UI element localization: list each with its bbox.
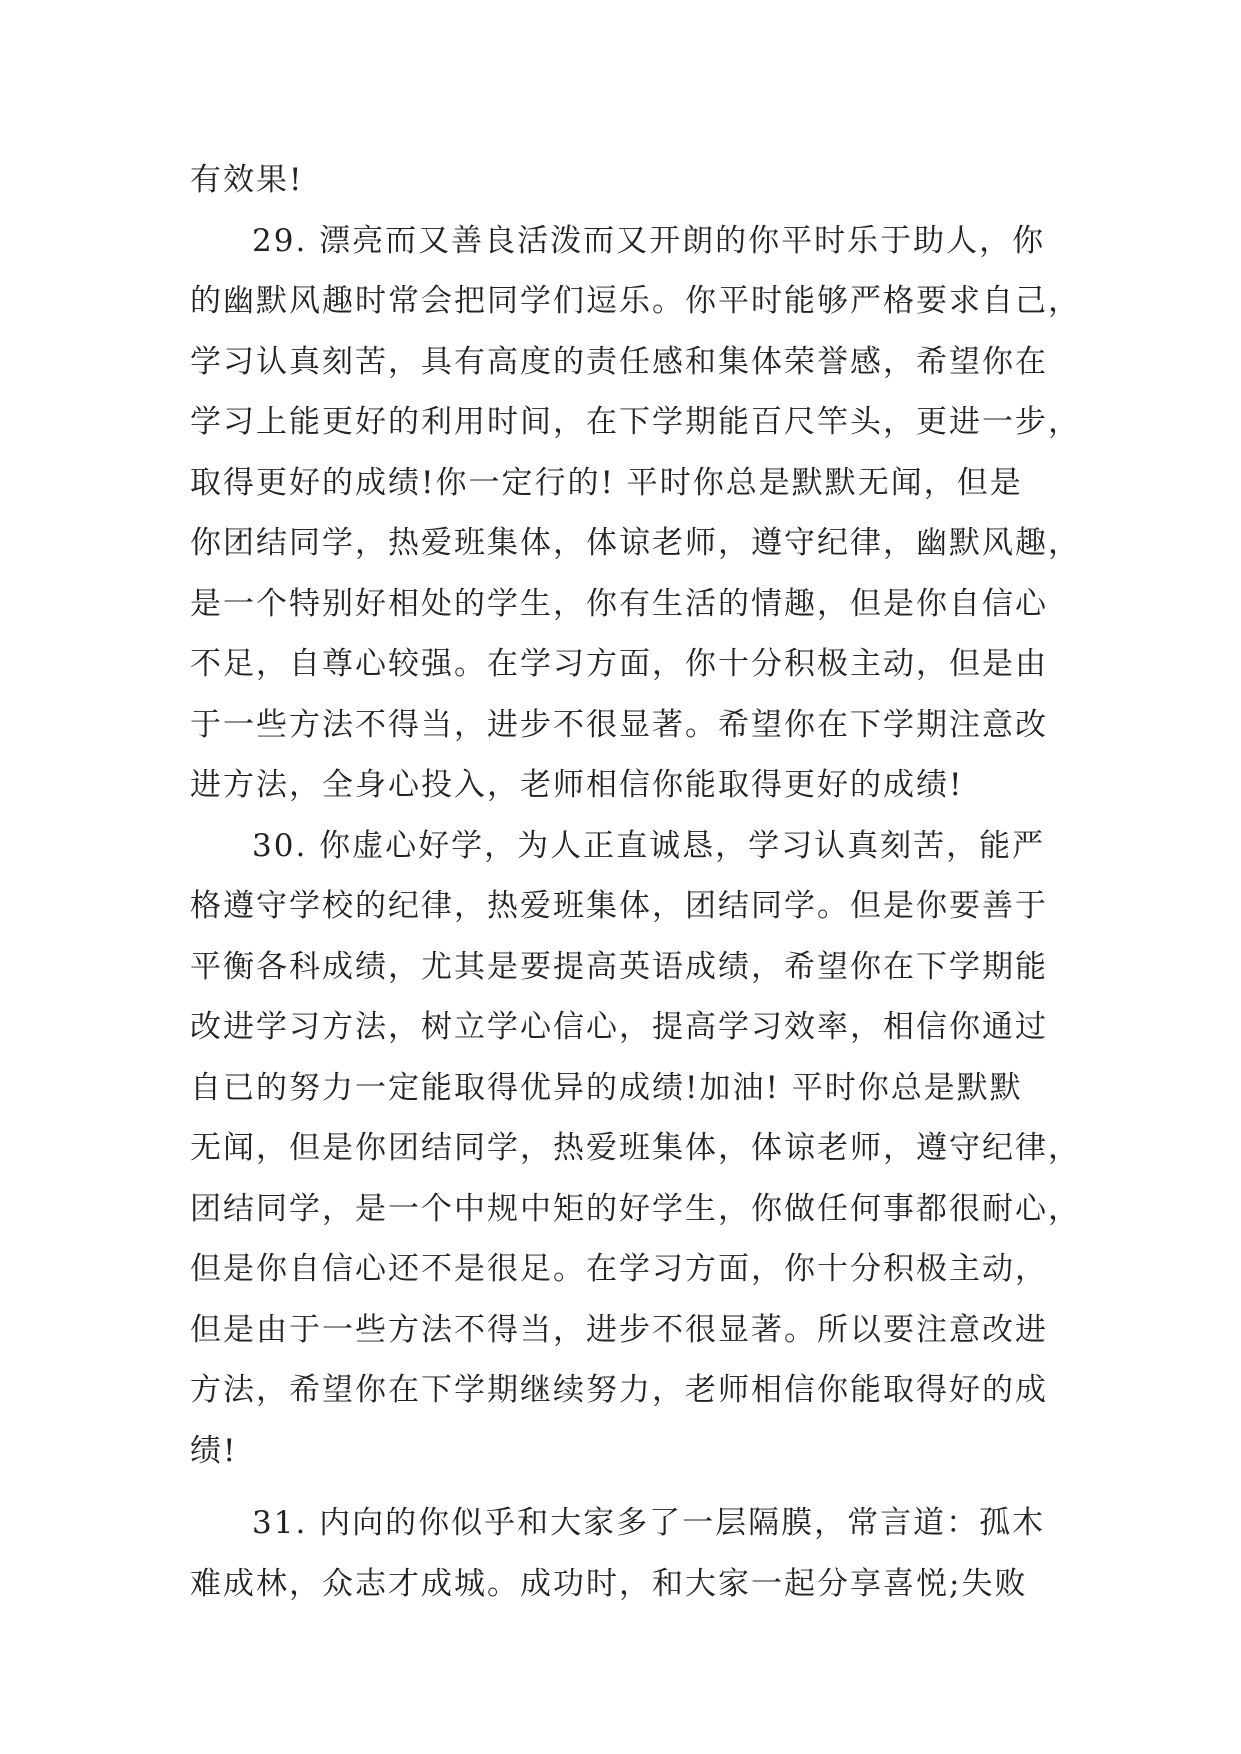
text-line: 团结同学，是一个中规中矩的好学生，你做任何事都很耐心， bbox=[190, 1190, 1081, 1227]
text-line: 进方法，全身心投入，老师相信你能取得更好的成绩! bbox=[190, 767, 964, 803]
text-line: 但是你自信心还不是很足。在学习方面，你十分积极主动， bbox=[190, 1251, 1048, 1287]
text-line: 自已的努力一定能取得优异的成绩!加油! 平时你总是默默 bbox=[190, 1069, 1023, 1106]
text-line: 学习上能更好的利用时间，在下学期能百尺竿头，更进一步， bbox=[190, 404, 1081, 440]
text-line: 于一些方法不得当，进步不很显著。希望你在下学期注意改 bbox=[190, 706, 1048, 743]
text-line: 平衡各科成绩，尤其是要提高英语成绩，希望你在下学期能 bbox=[190, 948, 1048, 985]
text-line: 取得更好的成绩!你一定行的! 平时你总是默默无闻，但是 bbox=[190, 464, 1023, 501]
document-body bbox=[190, 150, 1081, 1614]
text-line: 是一个特别好相处的学生，你有生活的情趣，但是你自信心 bbox=[190, 585, 1048, 622]
text-line: 绩! bbox=[190, 1432, 238, 1469]
paragraph-29-start: 29. 漂亮而又善良活泼而又开朗的你平时乐于助人，你 bbox=[252, 222, 1046, 259]
text-line: 难成林，众志才成城。成功时，和大家一起分享喜悦;失败 bbox=[190, 1565, 1028, 1602]
text-line: 有效果! bbox=[190, 162, 304, 198]
text-line: 不足，自尊心较强。在学习方面，你十分积极主动，但是由 bbox=[190, 646, 1048, 682]
text-line: 的幽默风趣时常会把同学们逗乐。你平时能够严格要求自己， bbox=[190, 283, 1081, 319]
text-line: 无闻，但是你团结同学，热爱班集体，体谅老师，遵守纪律， bbox=[190, 1130, 1081, 1166]
text-line: 学习认真刻苦，具有高度的责任感和集体荣誉感，希望你在 bbox=[190, 343, 1048, 380]
text-line: 你团结同学，热爱班集体，体谅老师，遵守纪律，幽默风趣， bbox=[190, 525, 1081, 561]
text-line: 格遵守学校的纪律，热爱班集体，团结同学。但是你要善于 bbox=[190, 888, 1048, 924]
paragraph-31-start: 31. 内向的你似乎和大家多了一层隔膜，常言道：孤木 bbox=[252, 1505, 1046, 1541]
text-line: 改进学习方法，树立学心信心，提高学习效率，相信你通过 bbox=[190, 1009, 1048, 1045]
text-line: 但是由于一些方法不得当，进步不很显著。所以要注意改进 bbox=[190, 1311, 1048, 1348]
paragraph-30-start: 30. 你虚心好学，为人正直诚恳，学习认真刻苦，能严 bbox=[252, 827, 1046, 864]
text-line: 方法，希望你在下学期继续努力，老师相信你能取得好的成 bbox=[190, 1372, 1048, 1408]
